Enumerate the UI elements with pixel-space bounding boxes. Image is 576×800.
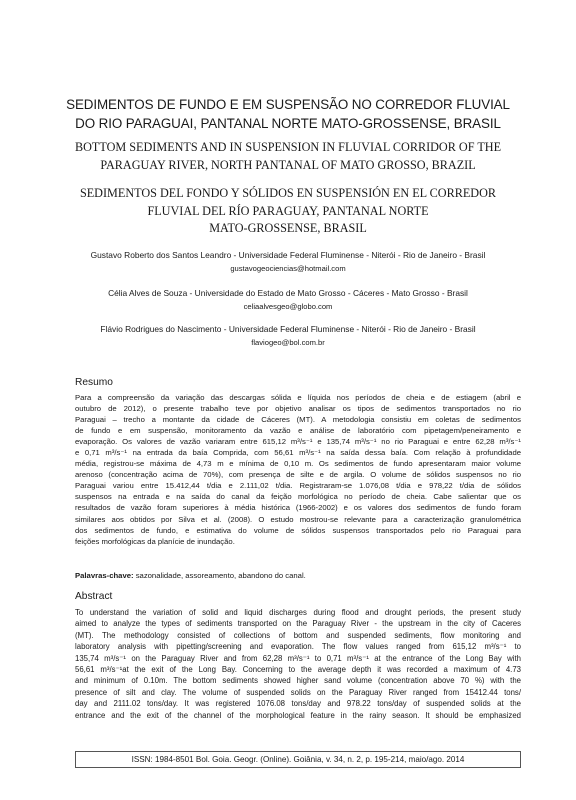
resumo-line: suspensos na entrada e na saída do canal da feição morfológica no período de cheia. Cabe salientar que os — [75, 492, 521, 502]
resumo-line: Paraguai variou entre 15.412,44 t/dia e 2.111,02 t/dia. Registraram-se 1.076,08 t/dia e 978,22 t/dia de sólidos — [75, 481, 521, 491]
keywords-label: Palavras-chave: — [75, 571, 134, 580]
title-spanish — [40, 185, 536, 238]
resumo-line: e 0,71 m³/s⁻¹ na entrada da baía Comprida, com 56,61 m³/s⁻¹ na saída dessa baía. Com relação à profundidade — [75, 448, 521, 458]
abstract-line: laboratory analysis with pipetting/screening and evaporation. The flow values ranged from 615,12 m³/s⁻¹ to — [75, 642, 521, 652]
resumo-line: arenoso (concentração acima de 70%), com presença de silte e de argila. O volume de sólidos suspensos no rio — [75, 470, 521, 480]
title-line: DO RIO PARAGUAI, PANTANAL NORTE MATO-GROSSENSE, BRASIL — [75, 116, 501, 131]
abstract-line: entrance and the exit of the channel of the morphological feature in the rainy season. It should be emphasized — [75, 710, 521, 720]
abstract-body — [75, 607, 521, 721]
resumo-body — [75, 392, 521, 547]
author-email[interactable]: flaviogeo@bol.com.br — [251, 338, 325, 347]
title-line: SEDIMENTOS DEL FONDO Y SÓLIDOS EN SUSPENSIÓN EN EL CORREDOR — [79, 186, 497, 200]
author-affiliation: Gustavo Roberto dos Santos Leandro - Universidade Federal Fluminense - Niterói - Rio de Janeiro - Brasil — [90, 250, 486, 260]
keywords-list: sazonalidade, assoreamento, abandono do canal. — [133, 571, 306, 580]
abstract-line: aimed to analyze the types of sediments transported on the Paraguay River - the upstream in the city of Caceres — [75, 619, 521, 629]
resumo-line: dos sedimentos de fundo, e estimativa do volume de sólidos suspensos transportados pelo rio Paraguai para — [75, 525, 521, 535]
abstract-line: To understand the variation of solid and liquid discharges during flood and drought periods, the present study — [75, 608, 521, 617]
title-line: PARAGUAY RIVER, NORTH PANTANAL OF MATO GROSSO, BRAZIL — [100, 157, 476, 172]
keywords — [75, 570, 521, 581]
author-email[interactable]: celiaalvesgeo@globo.com — [243, 302, 333, 311]
abstract-heading: Abstract — [75, 591, 113, 602]
resumo-line: similares aos obtidos por Silva et al. (2008). O estudo mostrou-se relevante para a caracterização granulométrica — [75, 514, 521, 524]
journal-citation: ISSN: 1984-8501 Bol. Goia. Geogr. (Online). Goiânia, v. 34, n. 2, p. 195-214, maio/ago. 2014 — [131, 755, 465, 764]
title-line: SEDIMENTOS DE FUNDO E EM SUSPENSÃO NO CORREDOR FLUVIAL — [66, 97, 510, 112]
resumo-line: outubro de 2012), o presente trabalho teve por objetivo analisar os tipos de sedimentos transportados no rio — [75, 404, 521, 414]
title-portuguese — [40, 95, 536, 133]
resumo-line: de fundo e em suspensão, monitoramento da vazão e análise de laboratório com pipetagem/peneiramento e — [75, 426, 521, 436]
resumo-line: resultados de vazão foram superiores à média histórica (1966-2002) e os valores dos sedimentos de fundo foram — [75, 503, 521, 513]
abstract-line: and minimum of 0.10m. The bottom sediments showed higher sand volume (concentration above 70 %) with the — [75, 676, 521, 686]
resumo-line: Para a compreensão da variação das descargas sólida e líquida nos períodos de cheia e de estiagem (abril e — [75, 393, 521, 402]
abstract-line: day and 2111.02 tons/day. It was registered 1076.08 tons/day and 978.22 tons/day of suspended solids at the — [75, 699, 521, 709]
resumo-line: média, registrou-se máxima de 4,73 m e mínima de 0,10 m. Os sedimentos de fundo apresentaram maior volume — [75, 459, 521, 469]
abstract-line: (MT). The methodology consisted of collections of bottom and suspended sediments, flow monitoring and — [75, 630, 521, 640]
author-affiliation: Flávio Rodrigues do Nascimento - Universidade Federal Fluminense - Niterói - Rio de Janeiro - Brasil — [100, 324, 476, 334]
abstract-line: 135,74 m³/s⁻¹ on the Paraguay River and from 62,28 m³/s⁻¹ to 0,71 m³/s⁻¹ at the entrance of the Long Bay with — [75, 653, 521, 663]
title-line: MATO-GROSSENSE, BRASIL — [209, 221, 367, 235]
abstract-line: 56,61 m³/s⁻¹at the exit of the Long Bay. Concerning to the average depth it was recorded a maximum of 4.73 — [75, 664, 521, 674]
author-affiliation: Célia Alves de Souza - Universidade do Estado de Mato Grosso - Cáceres - Mato Grosso - Brasil — [108, 288, 468, 298]
resumo-line: feições morfológicas da planície de inundação. — [75, 536, 235, 546]
resumo-heading: Resumo — [75, 377, 113, 388]
abstract-line: presence of silt and clay. The volume of suspended solids on the Paraguay River ranged from 15412.44 tons/ — [75, 687, 521, 697]
author-email[interactable]: gustavogeociencias@hotmail.com — [230, 264, 346, 273]
resumo-line: evaporação. Os valores de vazão variaram entre 615,12 m³/s⁻¹ e 135,74 m³/s⁻¹ no rio Paraguai e entre 62,28 m³/s⁻¹ — [75, 437, 521, 447]
title-english — [40, 139, 536, 174]
title-line: FLUVIAL DEL RÍO PARAGUAY, PANTANAL NORTE — [147, 203, 429, 218]
title-line: BOTTOM SEDIMENTS AND IN SUSPENSION IN FLUVIAL CORRIDOR OF THE — [74, 140, 502, 154]
resumo-line: Paraguai – trecho a montante da cidade de Cáceres (MT). A metodologia consistiu em coletas de sedimentos — [75, 415, 521, 425]
